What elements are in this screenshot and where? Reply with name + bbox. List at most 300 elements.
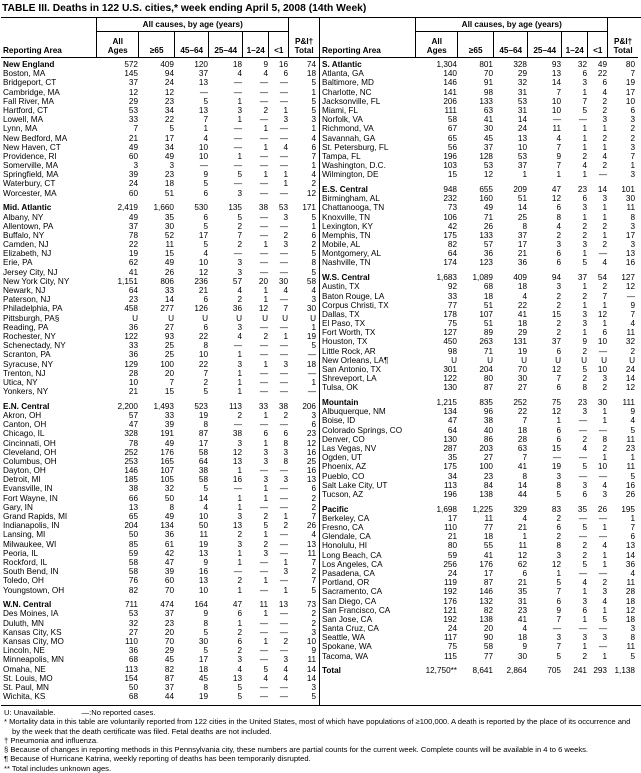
city-row: [320, 161, 638, 170]
value-cell: 7: [556, 142, 561, 152]
reporting-area-cell: S. Atlantic: [322, 60, 362, 69]
value-cell: —: [307, 387, 316, 397]
value-cell: 70: [164, 585, 174, 595]
value-cell: —: [233, 567, 242, 577]
city-row: [320, 514, 638, 523]
value-cell: 13: [232, 673, 242, 683]
value-cell: 195: [621, 504, 635, 514]
city-row: [1, 189, 319, 198]
value-cell: —: [259, 133, 268, 143]
value-cell: 21: [447, 532, 457, 542]
value-cell: 23: [483, 471, 493, 481]
value-cell: 1,493: [153, 401, 174, 411]
value-cell: 3: [237, 359, 242, 369]
value-cell: 2: [283, 410, 288, 420]
value-cell: 3: [237, 258, 242, 268]
city-row: [320, 231, 638, 240]
value-cell: 5: [311, 692, 316, 702]
value-cell: 93: [551, 60, 561, 69]
city-row: [1, 231, 319, 240]
value-cell: 3: [283, 475, 288, 485]
value-cell: 3: [283, 240, 288, 250]
city-row: [1, 69, 319, 78]
city-row: [320, 134, 638, 143]
reporting-area-cell: Rockford, IL: [3, 557, 48, 567]
value-cell: 30: [625, 194, 635, 204]
reporting-area-cell: Newark, NJ: [3, 286, 46, 295]
value-cell: 47: [447, 416, 457, 426]
value-cell: —: [279, 322, 288, 332]
value-cell: 58: [198, 475, 208, 485]
reporting-area-cell: El Paso, TX: [322, 319, 366, 329]
city-row: [1, 314, 319, 323]
reporting-area-cell: Allentown, PA: [3, 221, 54, 231]
reporting-area-cell: Albany, NY: [3, 212, 44, 222]
value-cell: 206: [302, 401, 316, 411]
value-cell: —: [307, 350, 316, 360]
value-cell: 11: [307, 655, 316, 665]
city-row: [320, 222, 638, 231]
value-cell: 19: [517, 346, 527, 356]
value-cell: 3: [582, 203, 587, 213]
value-cell: —: [259, 420, 268, 430]
value-cell: 1: [582, 328, 587, 338]
value-cell: 1: [263, 240, 268, 250]
value-cell: 523: [194, 401, 208, 411]
value-cell: 90: [483, 633, 493, 643]
reporting-area-cell: Atlanta, GA: [322, 69, 364, 79]
reporting-area-cell: Portland, OR: [322, 578, 370, 588]
value-cell: 1: [237, 115, 242, 125]
reporting-area-cell: Dayton, OH: [3, 466, 46, 476]
value-cell: 1,151: [117, 276, 138, 286]
city-row: [1, 549, 319, 558]
value-cell: U: [262, 313, 268, 323]
value-cell: 5: [203, 387, 208, 397]
value-cell: 2: [602, 578, 607, 588]
value-cell: 8: [311, 258, 316, 268]
reporting-area-cell: St. Louis, MO: [3, 673, 53, 683]
value-cell: 3: [237, 512, 242, 521]
reporting-area-cell: Detroit, MI: [3, 475, 41, 485]
value-cell: 18: [483, 291, 493, 301]
value-cell: 111: [622, 398, 635, 408]
value-cell: 10: [198, 512, 208, 521]
value-cell: 67: [447, 124, 457, 134]
value-cell: 12: [258, 304, 268, 314]
city-row: [320, 258, 638, 267]
value-cell: 263: [479, 337, 493, 347]
value-cell: 53: [128, 609, 138, 619]
value-cell: 18: [306, 359, 316, 369]
value-cell: 26: [483, 221, 493, 231]
value-cell: 176: [160, 447, 174, 457]
value-cell: 26: [625, 489, 635, 499]
value-cell: 64: [128, 286, 138, 295]
value-cell: 47: [551, 184, 561, 194]
value-cell: 6: [311, 230, 316, 240]
value-cell: 4: [582, 161, 587, 171]
value-cell: 2: [556, 513, 561, 523]
value-cell: —: [259, 350, 268, 360]
value-cell: 196: [443, 151, 457, 161]
value-cell: 93: [164, 331, 174, 341]
value-cell: 47: [232, 600, 242, 610]
value-cell: —: [259, 377, 268, 387]
value-cell: 11: [626, 434, 635, 444]
value-cell: 141: [443, 87, 457, 97]
value-cell: —: [259, 249, 268, 259]
value-cell: 32: [517, 78, 527, 88]
value-cell: 3: [582, 309, 587, 319]
value-cell: 11: [484, 513, 493, 523]
value-cell: 8,641: [472, 666, 493, 676]
value-cell: 80: [447, 541, 457, 551]
value-cell: 121: [443, 605, 457, 615]
value-cell: 100: [479, 462, 493, 472]
value-cell: 47: [164, 557, 174, 567]
value-cell: 5: [630, 471, 635, 481]
reporting-area-cell: Lansing, MI: [3, 530, 46, 540]
reporting-area-cell: Jacksonville, FL: [322, 96, 381, 106]
value-cell: 4: [203, 502, 208, 512]
value-cell: 1: [263, 484, 268, 494]
value-cell: 18: [198, 664, 208, 674]
value-cell: 50: [164, 493, 174, 503]
value-cell: 68: [128, 692, 138, 702]
value-cell: 31: [517, 87, 527, 97]
value-cell: 51: [517, 194, 527, 204]
reporting-area-cell: Tulsa, OK: [322, 383, 359, 393]
reporting-area-cell: Santa Cruz, CA: [322, 624, 379, 634]
value-cell: 96: [483, 407, 493, 417]
value-cell: 5: [237, 212, 242, 222]
value-cell: 232: [443, 194, 457, 204]
value-cell: 23: [517, 605, 527, 615]
value-cell: 1,698: [436, 504, 457, 514]
value-cell: —: [598, 425, 607, 435]
value-cell: 45: [483, 133, 493, 143]
value-cell: 2: [582, 151, 587, 161]
value-cell: 36: [128, 350, 138, 360]
value-cell: 6: [203, 295, 208, 305]
value-cell: 65: [128, 512, 138, 521]
value-cell: 2: [602, 282, 607, 292]
value-cell: 30: [597, 398, 607, 408]
value-cell: 1: [602, 203, 607, 213]
value-cell: —: [279, 576, 288, 586]
city-row: [320, 152, 638, 161]
value-cell: 1: [630, 453, 635, 463]
city-row: [320, 170, 638, 179]
value-cell: 107: [160, 466, 174, 476]
value-cell: 4: [263, 673, 268, 683]
value-cell: 1: [263, 286, 268, 295]
value-cell: 16: [198, 567, 208, 577]
value-cell: —: [259, 322, 268, 332]
value-cell: 105: [160, 475, 174, 485]
value-cell: 12: [597, 309, 607, 319]
value-cell: 175: [443, 462, 457, 472]
value-cell: —: [233, 420, 242, 430]
reporting-area-header: Reporting Area: [322, 46, 381, 55]
value-cell: 37: [517, 230, 527, 240]
reporting-area-cell: Peoria, IL: [3, 548, 39, 558]
value-cell: —: [279, 151, 288, 161]
value-cell: 409: [513, 273, 527, 283]
value-cell: 185: [124, 475, 138, 485]
value-cell: 7: [311, 151, 316, 161]
value-cell: 8: [283, 438, 288, 448]
value-cell: 13: [306, 475, 316, 485]
deaths-by-city-table: [1, 17, 641, 706]
table-header-right: [320, 18, 638, 58]
value-cell: 134: [443, 407, 457, 417]
value-cell: 40: [483, 425, 493, 435]
value-cell: 1: [237, 151, 242, 161]
value-cell: 7: [556, 161, 561, 171]
value-cell: 3: [237, 105, 242, 115]
value-cell: 1: [237, 557, 242, 567]
value-cell: 1: [237, 368, 242, 378]
value-cell: 2: [311, 502, 316, 512]
value-cell: 37: [164, 682, 174, 692]
value-cell: 8: [522, 221, 527, 231]
value-cell: 4: [203, 249, 208, 259]
reporting-area-cell: Albuquerque, NM: [322, 407, 386, 417]
value-cell: 22: [128, 240, 138, 250]
value-cell: 80: [483, 374, 493, 384]
value-cell: 12: [128, 87, 138, 97]
reporting-area-cell: Montgomery, AL: [322, 249, 382, 259]
value-cell: 20: [164, 368, 174, 378]
value-cell: 58: [483, 642, 493, 652]
value-cell: 32: [164, 484, 174, 494]
city-row: [320, 462, 638, 471]
value-cell: 82: [447, 240, 457, 250]
value-cell: —: [259, 341, 268, 351]
reporting-area-cell: Paterson, NJ: [3, 295, 51, 305]
value-cell: 3: [311, 682, 316, 692]
value-cell: 3: [169, 161, 174, 171]
region-total-row: [320, 398, 638, 407]
value-cell: 16: [306, 447, 316, 457]
value-cell: 14: [517, 115, 527, 125]
value-cell: 6: [556, 425, 561, 435]
value-cell: 10: [551, 96, 561, 106]
value-cell: 2: [237, 646, 242, 656]
value-cell: 56: [447, 142, 457, 152]
value-cell: 87: [164, 673, 174, 683]
value-cell: 2: [556, 532, 561, 542]
city-row: [1, 457, 319, 466]
reporting-area-cell: Wichita, KS: [3, 692, 46, 702]
city-row: [320, 444, 638, 453]
value-cell: —: [598, 249, 607, 259]
value-cell: 1: [556, 568, 561, 578]
footnote: § Because of changes in reporting methods in this Pennsylvania city, these numbers are partial counts for the current week. Complete counts will be available in 4 to 6 weeks.: [4, 745, 589, 755]
value-cell: 24: [128, 179, 138, 189]
value-cell: 19: [198, 539, 208, 549]
value-cell: 13: [232, 521, 242, 531]
value-cell: 1: [602, 319, 607, 329]
value-cell: 1: [582, 87, 587, 97]
value-cell: 2: [237, 530, 242, 540]
value-cell: 2: [602, 221, 607, 231]
value-cell: 1: [522, 170, 527, 180]
city-row: [1, 378, 319, 387]
value-cell: 30: [517, 374, 527, 384]
value-cell: —: [578, 416, 587, 426]
reporting-area-cell: Mid. Atlantic: [3, 203, 52, 213]
value-cell: 4: [602, 596, 607, 606]
reporting-area-cell: Indianapolis, IN: [3, 521, 60, 531]
value-cell: 58: [128, 557, 138, 567]
reporting-area-cell: Evansville, IN: [3, 484, 53, 494]
city-row: [320, 365, 638, 374]
value-cell: 123: [479, 258, 493, 268]
value-cell: 3: [311, 115, 316, 125]
value-cell: 4: [283, 142, 288, 152]
city-row: [1, 350, 319, 359]
value-cell: 3: [602, 587, 607, 597]
city-row: [320, 374, 638, 383]
value-cell: 58: [198, 447, 208, 457]
city-row: [1, 179, 319, 188]
value-cell: 18: [483, 532, 493, 542]
city-row: [320, 453, 638, 462]
value-cell: 138: [479, 489, 493, 499]
value-cell: 13: [198, 576, 208, 586]
value-cell: 1: [602, 605, 607, 615]
value-cell: 8: [203, 682, 208, 692]
value-cell: 1: [283, 170, 288, 180]
city-row: [320, 633, 638, 642]
value-cell: 8: [556, 541, 561, 551]
value-cell: 98: [483, 87, 493, 97]
value-cell: 30: [517, 651, 527, 661]
value-cell: 13: [198, 105, 208, 115]
reporting-area-cell: Tucson, AZ: [322, 489, 364, 499]
value-cell: —: [598, 346, 607, 356]
value-cell: 53: [128, 105, 138, 115]
value-cell: 18: [164, 179, 174, 189]
value-cell: 33: [164, 410, 174, 420]
value-cell: 70: [483, 69, 493, 79]
value-cell: U: [236, 313, 242, 323]
reporting-area-cell: W.S. Central: [322, 273, 370, 283]
value-cell: —: [279, 502, 288, 512]
value-cell: 36: [164, 530, 174, 540]
value-cell: —: [259, 557, 268, 567]
value-cell: 2: [283, 521, 288, 531]
value-cell: —: [259, 585, 268, 595]
reporting-area-cell: Kansas City, KS: [3, 627, 62, 637]
reporting-area-cell: Berkeley, CA: [322, 513, 370, 523]
city-row: [1, 97, 319, 106]
value-cell: 409: [160, 60, 174, 69]
value-cell: 32: [577, 60, 587, 69]
city-row: [1, 295, 319, 304]
value-cell: 58: [306, 276, 316, 286]
value-cell: 23: [577, 184, 587, 194]
value-cell: —: [279, 387, 288, 397]
value-cell: 33: [258, 401, 268, 411]
age-group-header: [96, 18, 288, 57]
city-row: [1, 161, 319, 170]
value-cell: 91: [483, 78, 493, 88]
value-cell: 33: [128, 341, 138, 351]
city-row: [320, 115, 638, 124]
value-cell: 15: [447, 170, 457, 180]
city-row: [1, 540, 319, 549]
value-cell: —: [578, 532, 587, 542]
reporting-area-cell: Phoenix, AZ: [322, 462, 367, 472]
value-cell: 13: [278, 600, 288, 610]
value-cell: 1: [283, 331, 288, 341]
value-cell: —: [233, 133, 242, 143]
value-cell: 45: [198, 673, 208, 683]
value-cell: 14: [306, 664, 316, 674]
value-cell: 28: [517, 434, 527, 444]
value-cell: 7: [556, 614, 561, 624]
value-cell: 74: [306, 60, 316, 69]
value-cell: 13: [517, 133, 527, 143]
value-cell: —: [199, 161, 208, 171]
value-cell: 110: [124, 636, 138, 646]
value-cell: 1: [283, 585, 288, 595]
value-cell: 6: [283, 429, 288, 439]
value-cell: 18: [306, 69, 316, 79]
reporting-area-cell: Shreveport, LA: [322, 374, 377, 384]
reporting-area-cell: Austin, TX: [322, 282, 360, 292]
value-cell: 1: [263, 609, 268, 619]
city-row: [1, 665, 319, 674]
value-cell: 22: [198, 331, 208, 341]
value-cell: 6: [556, 258, 561, 268]
reporting-area-cell: Gary, IN: [3, 502, 33, 512]
value-cell: 192: [443, 587, 457, 597]
value-cell: 5: [311, 249, 316, 259]
city-row: [1, 567, 319, 576]
city-row: [320, 203, 638, 212]
city-row: [1, 619, 319, 628]
value-cell: 5: [582, 365, 587, 374]
value-cell: 1: [602, 124, 607, 134]
value-cell: 7: [582, 96, 587, 106]
value-cell: 4: [522, 624, 527, 634]
value-cell: 18: [517, 425, 527, 435]
value-cell: 17: [198, 438, 208, 448]
city-row: [1, 692, 319, 701]
value-cell: 2: [582, 541, 587, 551]
value-cell: 11: [626, 642, 635, 652]
value-cell: 21: [128, 133, 138, 143]
value-cell: 5: [582, 462, 587, 472]
value-cell: 49: [164, 438, 174, 448]
value-cell: 7: [237, 230, 242, 240]
value-cell: 78: [128, 438, 138, 448]
value-cell: 1: [602, 300, 607, 310]
value-cell: 37: [198, 69, 208, 79]
value-cell: —: [259, 387, 268, 397]
value-cell: 5: [582, 559, 587, 569]
city-row: [320, 310, 638, 319]
value-cell: 24: [625, 365, 635, 374]
reporting-area-cell: Baltimore, MD: [322, 78, 374, 88]
city-row: [1, 411, 319, 420]
value-cell: 5: [203, 646, 208, 656]
